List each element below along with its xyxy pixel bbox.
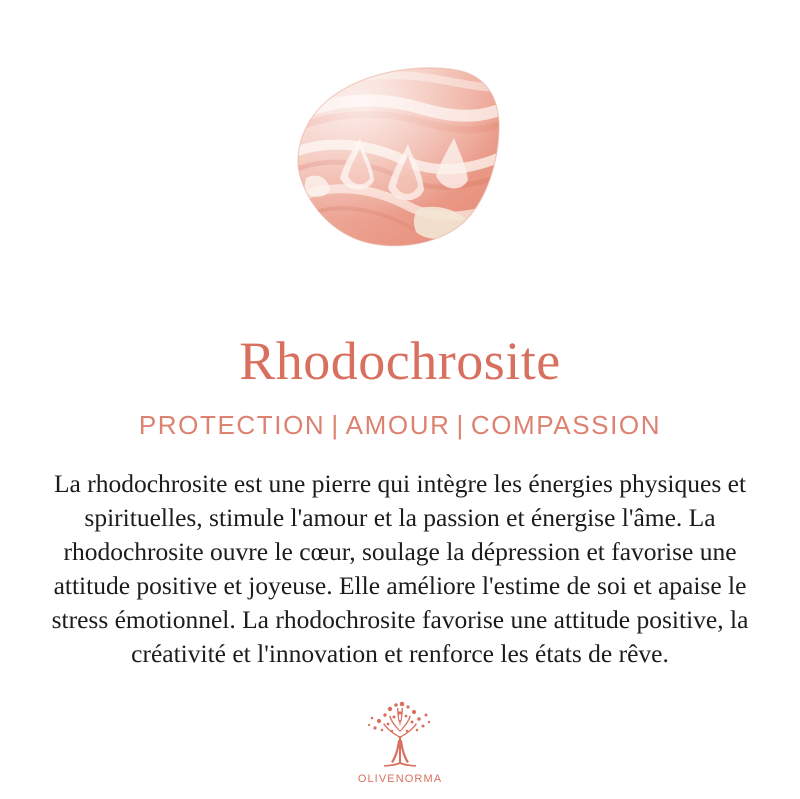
brand-logo	[0, 700, 800, 785]
rhodochrosite-stone-icon	[270, 58, 530, 268]
stone-image-container	[270, 58, 530, 268]
brand-name: OLIVENORMA	[357, 773, 443, 785]
keyword-amour: AMOUR	[345, 410, 451, 440]
keyword-list	[139, 410, 661, 441]
keyword-protection: PROTECTION	[138, 410, 326, 440]
keyword-compassion: COMPASSION	[470, 410, 662, 440]
keyword-separator-1: |	[331, 410, 340, 440]
page-title: Rhodochrosite	[239, 331, 561, 391]
tree-icon	[357, 700, 443, 772]
description-text: La rhodochrosite est une pierre qui intègre les énergies physiques et spirituelles, stimule l'amour et la passion et énergise l'âme. La rhodochrosite ouvre le cœur, soulage la dépression et favorise une attitude positive et joyeuse. Elle améliore l'estime de soi et apaise le stress émotionnel. La rhodochrosite favorise une attitude positive, la créativité et l'innovation et renforce les états de rêve.	[51, 469, 749, 668]
keyword-separator-2: |	[456, 410, 465, 440]
